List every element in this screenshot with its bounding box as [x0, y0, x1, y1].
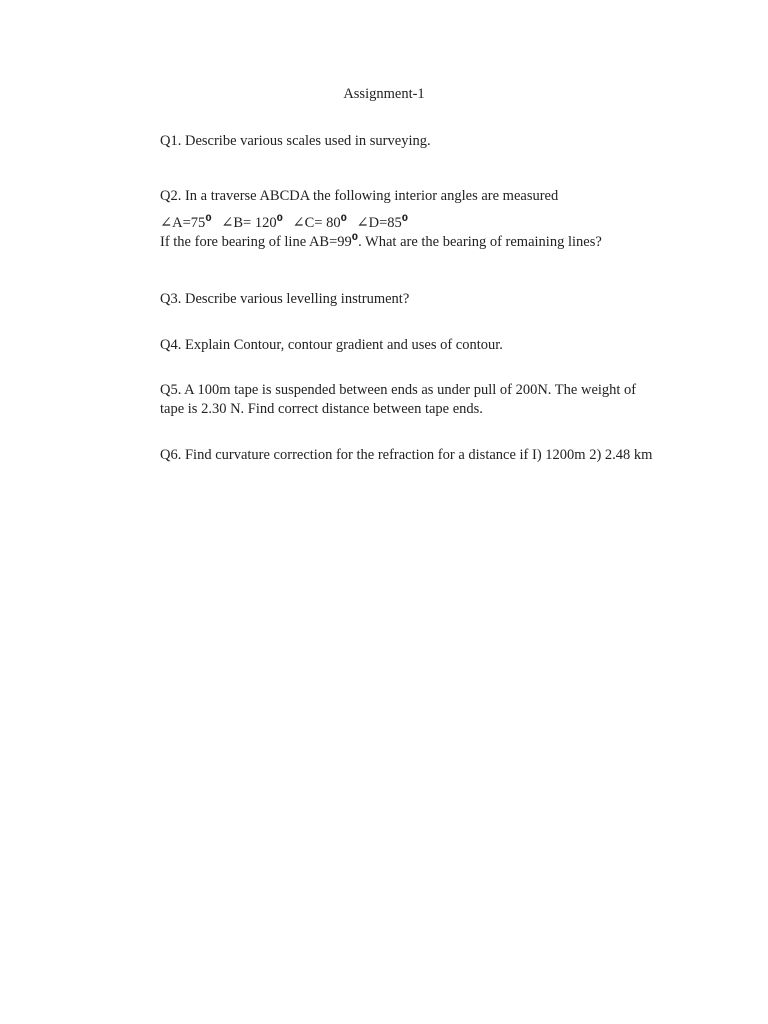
- question-5: [160, 381, 640, 419]
- question-2-angles: [160, 214, 408, 233]
- question-5-line-1: Q5. A 100m tape is suspended between ends as under pull of 200N. The weight of: [160, 382, 637, 398]
- angle-c: ∠C= $80^0$: [292, 214, 347, 231]
- angle-d: $\angle D=85^0$: [356, 214, 409, 231]
- question-4: Q4. Explain Contour, contour gradient and uses of contour.: [160, 337, 503, 353]
- question-2-bearing: If the fore bearing of line $AB=99^0$. What are the bearing of remaining lines?: [160, 233, 602, 250]
- question-5-line-2: tape is 2.30 N. Find correct distance between tape ends.: [160, 401, 483, 417]
- page-title: Assignment-1: [343, 86, 425, 102]
- angle-a: $\angle A=75^0$: [160, 214, 212, 231]
- question-3: Q3. Describe various levelling instrument?: [160, 291, 410, 307]
- question-1: Q1. Describe various scales used in surveying.: [160, 133, 431, 149]
- question-6: Q6. Find curvature correction for the refraction for a distance if I) 1200m 2) 2.48 km: [160, 447, 653, 463]
- question-2: Q2. In a traverse ABCDA the following interior angles are measured: [160, 188, 559, 204]
- angle-b: ∠B= $120^0$: [221, 214, 283, 231]
